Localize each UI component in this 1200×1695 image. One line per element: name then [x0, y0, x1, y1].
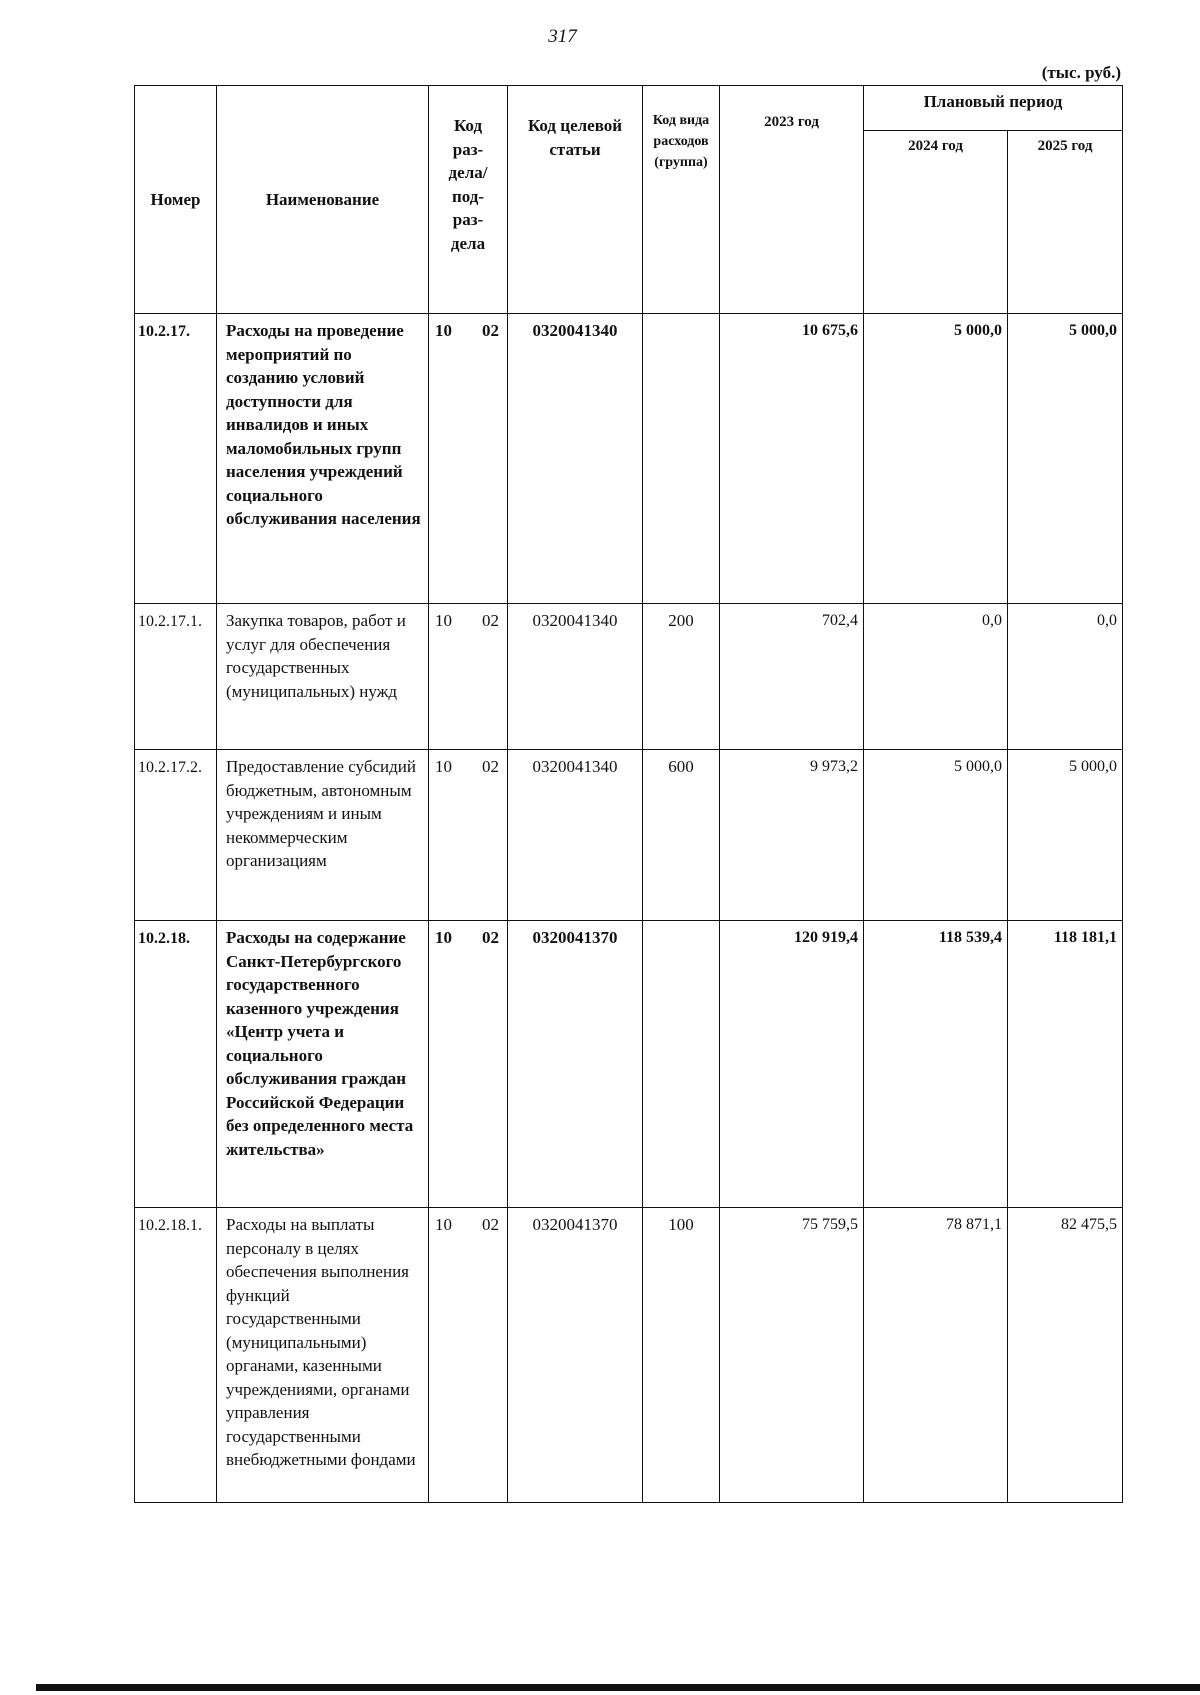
header-vid: Код вида расходов (группа): [643, 86, 720, 314]
row-celevaya: 0320041370: [508, 921, 643, 1208]
row-name: Закупка товаров, работ и услуг для обеспечения государственных (муниципальных) нужд: [217, 604, 429, 750]
header-2025: 2025 год: [1008, 131, 1123, 314]
table-row: [135, 1208, 1123, 1503]
row-podrazdel-code: 02: [482, 1215, 499, 1234]
row-value-2024: 78 871,1: [864, 1208, 1008, 1503]
row-vid: 600: [643, 750, 720, 921]
bottom-rule: [36, 1684, 1200, 1691]
row-celevaya: 0320041340: [508, 314, 643, 604]
row-value-2024: 118 539,4: [864, 921, 1008, 1208]
row-razdel-code: 10: [435, 928, 452, 947]
row-value-2024: 0,0: [864, 604, 1008, 750]
row-podrazdel-code: 02: [482, 928, 499, 947]
row-razdel: [429, 1208, 508, 1503]
row-razdel: [429, 314, 508, 604]
row-value-2025: 82 475,5: [1008, 1208, 1123, 1503]
header-plan-period: Плановый период: [864, 86, 1123, 131]
row-value-2023: 9 973,2: [720, 750, 864, 921]
row-value-2025: 5 000,0: [1008, 314, 1123, 604]
row-number: 10.2.18.: [135, 921, 217, 1208]
row-vid: [643, 314, 720, 604]
table-row: [135, 921, 1123, 1208]
units-label: (тыс. руб.): [1041, 63, 1121, 82]
row-name: Предоставление субсидий бюджетным, автономным учреждениям и иным некоммерческим организациям: [217, 750, 429, 921]
row-number: 10.2.17.2.: [135, 750, 217, 921]
row-podrazdel-code: 02: [482, 321, 499, 340]
table-row: [135, 604, 1123, 750]
page-number: 317: [548, 26, 577, 47]
header-razdel-label: Код раз-дела/ под-раз-дела: [448, 116, 488, 253]
row-vid: 200: [643, 604, 720, 750]
row-vid: 100: [643, 1208, 720, 1503]
row-number: 10.2.18.1.: [135, 1208, 217, 1503]
row-razdel-code: 10: [435, 1215, 452, 1234]
row-value-2024: 5 000,0: [864, 750, 1008, 921]
row-value-2023: 702,4: [720, 604, 864, 750]
header-celevaya: Код целевой статьи: [508, 86, 643, 314]
row-razdel-code: 10: [435, 757, 452, 776]
header-name: Наименование: [217, 86, 429, 314]
row-value-2025: 118 181,1: [1008, 921, 1123, 1208]
row-razdel-code: 10: [435, 321, 452, 340]
header-razdel: [429, 86, 508, 314]
table-row: [135, 314, 1123, 604]
row-podrazdel-code: 02: [482, 611, 499, 630]
row-value-2023: 10 675,6: [720, 314, 864, 604]
row-razdel: [429, 604, 508, 750]
header-2023: 2023 год: [720, 86, 864, 314]
row-value-2023: 75 759,5: [720, 1208, 864, 1503]
row-name: Расходы на содержание Санкт-Петербургского государственного казенного учреждения «Центр учета и социального обслуживания граждан Российской Федерации без определенного места жительства»: [217, 921, 429, 1208]
row-value-2023: 120 919,4: [720, 921, 864, 1208]
row-name: Расходы на выплаты персоналу в целях обеспечения выполнения функций государственными (муниципальными) органами, казенными учреждениями, органами управления государственными внебюджетными фондами: [217, 1208, 429, 1503]
row-razdel: [429, 921, 508, 1208]
header-nomer: Номер: [135, 86, 217, 314]
row-value-2024: 5 000,0: [864, 314, 1008, 604]
row-razdel: [429, 750, 508, 921]
row-vid: [643, 921, 720, 1208]
row-celevaya: 0320041340: [508, 750, 643, 921]
row-podrazdel-code: 02: [482, 757, 499, 776]
table-body: [135, 314, 1123, 1503]
row-razdel-code: 10: [435, 611, 452, 630]
header-2024: 2024 год: [864, 131, 1008, 314]
budget-table: [134, 85, 1123, 1503]
row-celevaya: 0320041340: [508, 604, 643, 750]
row-celevaya: 0320041370: [508, 1208, 643, 1503]
row-value-2025: 5 000,0: [1008, 750, 1123, 921]
row-number: 10.2.17.1.: [135, 604, 217, 750]
row-name: Расходы на проведение мероприятий по созданию условий доступности для инвалидов и иных маломобильных групп населения учреждений социального обслуживания населения: [217, 314, 429, 604]
row-value-2025: 0,0: [1008, 604, 1123, 750]
row-number: 10.2.17.: [135, 314, 217, 604]
header-row: [135, 86, 1123, 131]
table-row: [135, 750, 1123, 921]
